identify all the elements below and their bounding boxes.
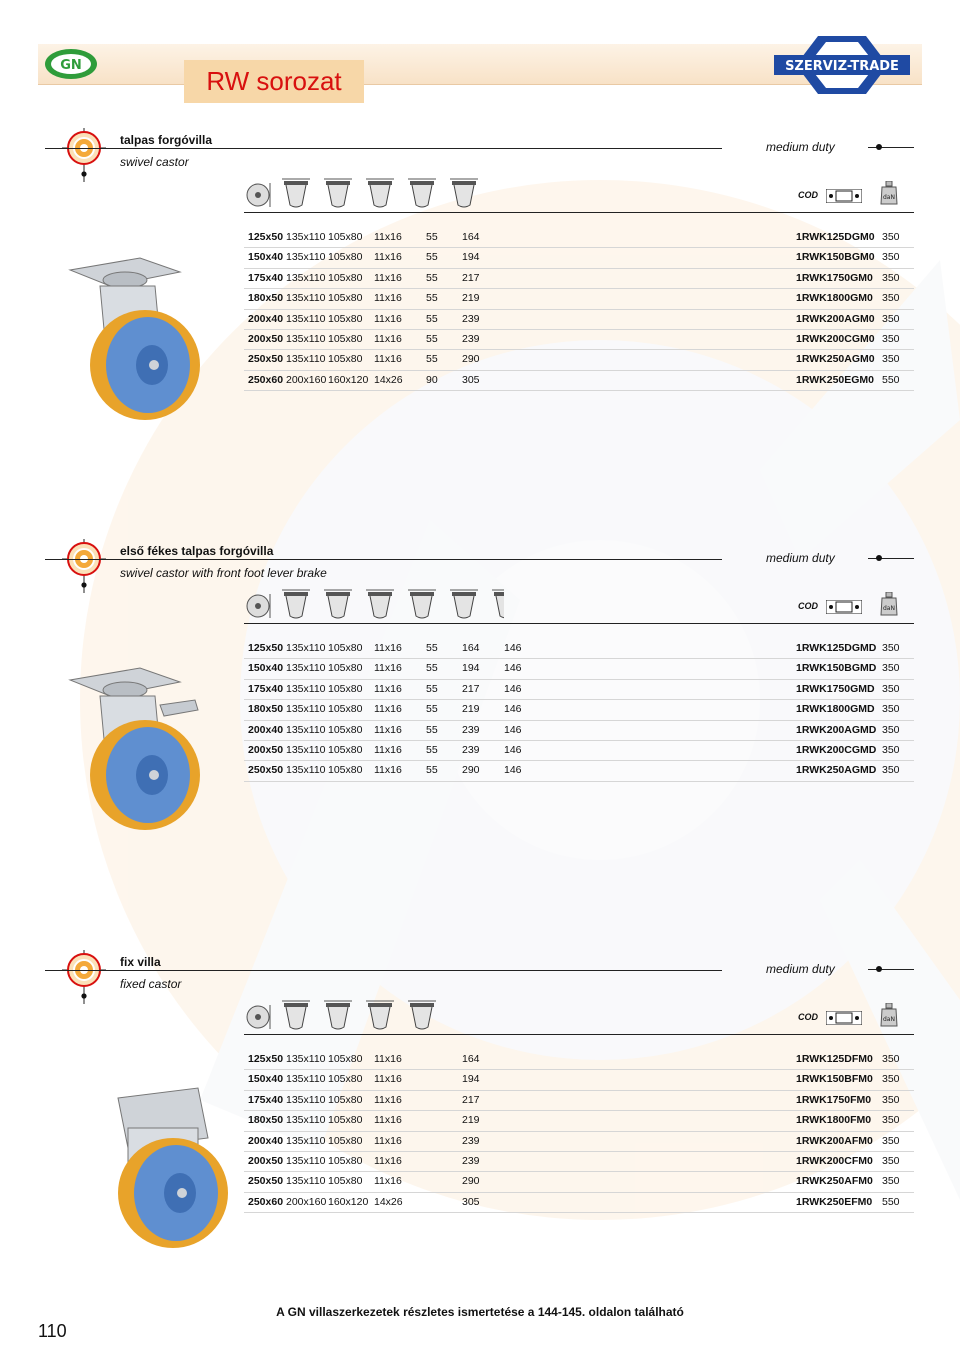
- table-cell: 146: [504, 764, 522, 777]
- table-cell: 135x110: [286, 764, 326, 777]
- table-row: [244, 1070, 914, 1090]
- cod-label: COD: [798, 190, 818, 200]
- table-cell: 135x110: [286, 1114, 326, 1127]
- page-number: 110: [38, 1321, 67, 1341]
- brand-name: SZERVIZ-TRADE: [785, 59, 899, 74]
- table-cell: 135x110: [286, 231, 326, 243]
- table-cell: 217: [462, 682, 480, 695]
- dimension-icons: [244, 999, 504, 1035]
- svg-text:daN: daN: [883, 1016, 895, 1023]
- table-cell: 1RWK250AFM0: [796, 1175, 873, 1188]
- table-cell: 200x160: [286, 373, 327, 386]
- table-cell: 239: [462, 743, 480, 756]
- table-cell: 1RWK200CFM0: [796, 1154, 873, 1167]
- table-cell: 239: [462, 723, 480, 736]
- table-cell: 175x40: [248, 682, 284, 695]
- table-cell: 239: [462, 332, 480, 345]
- table-row: [244, 1152, 914, 1172]
- table-cell: 160x120: [328, 373, 369, 386]
- table-cell: 55: [426, 231, 438, 243]
- table-row: [244, 248, 914, 268]
- table-cell: 1RWK200CGMD: [796, 743, 877, 756]
- table-cell: 1RWK150BGM0: [796, 251, 875, 264]
- dimension-icons: [244, 177, 504, 213]
- table-row: [244, 659, 914, 679]
- duty-rule: [868, 147, 914, 148]
- table-cell: 125x50: [248, 1053, 284, 1065]
- table-cell: 1RWK1800GMD: [796, 703, 875, 716]
- table-row: [244, 761, 914, 781]
- table-row: [244, 1132, 914, 1152]
- table-cell: 11x16: [374, 332, 402, 345]
- svg-text:GN: GN: [60, 58, 82, 73]
- table-cell: 55: [426, 682, 438, 695]
- icons-rule: [244, 212, 914, 213]
- table-cell: 11x16: [374, 1093, 402, 1106]
- table-cell: 150x40: [248, 662, 284, 675]
- table-cell: 105x80: [328, 1175, 363, 1188]
- table-row: [244, 721, 914, 741]
- table-cell: 305: [462, 373, 480, 386]
- table-cell: 135x110: [286, 743, 326, 756]
- table-cell: 350: [882, 292, 900, 305]
- table-cell: 217: [462, 1093, 480, 1106]
- table-row: [244, 350, 914, 370]
- spec-table: [244, 1050, 914, 1213]
- table-cell: 90: [426, 373, 438, 386]
- table-cell: 1RWK150BGMD: [796, 662, 877, 675]
- weight-icon: [880, 592, 898, 616]
- table-cell: 146: [504, 662, 522, 675]
- table-cell: 1RWK125DGMD: [796, 642, 877, 654]
- table-cell: 350: [882, 271, 900, 284]
- table-cell: 55: [426, 251, 438, 264]
- table-cell: 135x110: [286, 353, 326, 366]
- table-cell: 200x40: [248, 1134, 284, 1147]
- table-cell: 55: [426, 353, 438, 366]
- table-cell: 14x26: [374, 373, 403, 386]
- table-cell: 135x110: [286, 1134, 326, 1147]
- table-cell: 219: [462, 292, 480, 305]
- table-cell: 135x110: [286, 1073, 326, 1086]
- duty-dot: [876, 555, 882, 561]
- table-cell: 11x16: [374, 1073, 402, 1086]
- table-cell: 1RWK1800FM0: [796, 1114, 872, 1127]
- table-cell: 11x16: [374, 642, 402, 654]
- weight-icon: [880, 1003, 898, 1027]
- table-cell: 105x80: [328, 231, 363, 243]
- table-row: [244, 371, 914, 391]
- table-cell: 105x80: [328, 764, 363, 777]
- table-cell: 350: [882, 743, 900, 756]
- table-cell: 1RWK125DGM0: [796, 231, 875, 243]
- table-row: [244, 680, 914, 700]
- table-cell: 105x80: [328, 353, 363, 366]
- section-subtitle: swivel castor with front foot lever brake: [120, 566, 327, 580]
- table-cell: 11x16: [374, 353, 402, 366]
- table-cell: 164: [462, 1053, 480, 1065]
- table-cell: 105x80: [328, 743, 363, 756]
- table-cell: 1RWK150BFM0: [796, 1073, 873, 1086]
- cod-label: COD: [798, 601, 818, 611]
- table-cell: 105x80: [328, 1053, 363, 1065]
- table-cell: 11x16: [374, 271, 402, 284]
- table-cell: 55: [426, 332, 438, 345]
- table-cell: 150x40: [248, 1073, 284, 1086]
- duty-rule: [868, 558, 914, 559]
- table-row: [244, 289, 914, 309]
- table-cell: 1RWK125DFM0: [796, 1053, 873, 1065]
- table-cell: 135x110: [286, 642, 326, 654]
- cod-label: COD: [798, 1012, 818, 1022]
- section-title: első fékes talpas forgóvilla: [120, 544, 274, 558]
- table-cell: 11x16: [374, 743, 402, 756]
- table-cell: 11x16: [374, 662, 402, 675]
- szerviz-trade-logo-icon: [768, 34, 914, 96]
- table-cell: 350: [882, 1073, 900, 1086]
- table-cell: 239: [462, 1134, 480, 1147]
- table-cell: 250x60: [248, 373, 284, 386]
- table-cell: 1RWK200AGM0: [796, 312, 875, 325]
- table-cell: 200x50: [248, 743, 284, 756]
- table-row: [244, 1091, 914, 1111]
- table-cell: 305: [462, 1195, 480, 1208]
- table-cell: 350: [882, 703, 900, 716]
- table-cell: 135x110: [286, 251, 326, 264]
- table-row: [244, 330, 914, 350]
- table-cell: 250x50: [248, 764, 284, 777]
- table-cell: 1RWK200AFM0: [796, 1134, 873, 1147]
- table-cell: 55: [426, 764, 438, 777]
- section-rule: [45, 559, 722, 560]
- table-cell: 105x80: [328, 292, 363, 305]
- duty-label: medium duty: [766, 551, 835, 565]
- table-cell: 105x80: [328, 1114, 363, 1127]
- table-cell: 350: [882, 1175, 900, 1188]
- dimension-icons: [244, 588, 504, 624]
- table-cell: 290: [462, 1175, 480, 1188]
- table-cell: 105x80: [328, 271, 363, 284]
- table-cell: 350: [882, 231, 900, 243]
- table-cell: 164: [462, 231, 480, 243]
- table-cell: 55: [426, 642, 438, 654]
- table-cell: 180x50: [248, 292, 284, 305]
- table-cell: 239: [462, 312, 480, 325]
- table-cell: 105x80: [328, 1154, 363, 1167]
- table-cell: 175x40: [248, 1093, 284, 1106]
- table-cell: 125x50: [248, 642, 284, 654]
- spec-table: [244, 639, 914, 782]
- table-cell: 194: [462, 251, 480, 264]
- table-cell: 135x110: [286, 271, 326, 284]
- svg-text:daN: daN: [883, 194, 895, 201]
- table-row: [244, 1050, 914, 1070]
- table-cell: 11x16: [374, 1175, 402, 1188]
- castor-product-image: [60, 660, 230, 835]
- table-cell: 350: [882, 682, 900, 695]
- target-icon: [62, 539, 106, 593]
- table-cell: 105x80: [328, 1134, 363, 1147]
- table-cell: 164: [462, 642, 480, 654]
- page-title: RW sorozat: [184, 60, 364, 103]
- table-cell: 194: [462, 662, 480, 675]
- section-title: talpas forgóvilla: [120, 133, 213, 147]
- table-cell: 160x120: [328, 1195, 369, 1208]
- table-cell: 55: [426, 292, 438, 305]
- table-cell: 1RWK1800GM0: [796, 292, 873, 305]
- table-cell: 350: [882, 332, 900, 345]
- table-cell: 250x60: [248, 1195, 284, 1208]
- table-cell: 11x16: [374, 1154, 402, 1167]
- table-row: [244, 310, 914, 330]
- table-cell: 219: [462, 1114, 480, 1127]
- table-row: [244, 1111, 914, 1131]
- table-cell: 1RWK200AGMD: [796, 723, 877, 736]
- table-cell: 1RWK250EFM0: [796, 1195, 873, 1208]
- table-cell: 200x50: [248, 1154, 284, 1167]
- table-cell: 1RWK200CGM0: [796, 332, 875, 345]
- table-cell: 1RWK1750GMD: [796, 682, 875, 695]
- table-cell: 105x80: [328, 682, 363, 695]
- table-cell: 350: [882, 642, 900, 654]
- table-cell: 350: [882, 662, 900, 675]
- table-cell: 11x16: [374, 312, 402, 325]
- table-cell: 1RWK250EGM0: [796, 373, 875, 386]
- section-subtitle: fixed castor: [120, 977, 182, 991]
- table-cell: 135x110: [286, 292, 326, 305]
- table-cell: 135x110: [286, 723, 326, 736]
- table-cell: 105x80: [328, 662, 363, 675]
- table-cell: 146: [504, 723, 522, 736]
- table-cell: 105x80: [328, 1073, 363, 1086]
- table-cell: 55: [426, 743, 438, 756]
- duty-dot: [876, 966, 882, 972]
- table-cell: 180x50: [248, 703, 284, 716]
- table-cell: 135x110: [286, 1053, 326, 1065]
- table-cell: 1RWK250AGMD: [796, 764, 877, 777]
- spec-table: [244, 228, 914, 391]
- table-cell: 350: [882, 251, 900, 264]
- table-cell: 135x110: [286, 1093, 326, 1106]
- table-cell: 239: [462, 1154, 480, 1167]
- table-cell: 55: [426, 662, 438, 675]
- table-cell: 180x50: [248, 1114, 284, 1127]
- section-title: fix villa: [120, 955, 161, 969]
- code-box-icon: [826, 1011, 862, 1025]
- section-rule: [45, 970, 722, 971]
- table-cell: 1RWK1750FM0: [796, 1093, 872, 1106]
- table-cell: 350: [882, 1093, 900, 1106]
- castor-product-image: [60, 250, 230, 425]
- table-cell: 11x16: [374, 292, 402, 305]
- table-cell: 55: [426, 312, 438, 325]
- table-cell: 146: [504, 682, 522, 695]
- table-cell: 105x80: [328, 1093, 363, 1106]
- table-cell: 135x110: [286, 682, 326, 695]
- target-icon: [62, 128, 106, 182]
- table-cell: 11x16: [374, 703, 402, 716]
- table-cell: 135x110: [286, 703, 326, 716]
- table-cell: 350: [882, 353, 900, 366]
- duty-rule: [868, 969, 914, 970]
- target-icon: [62, 950, 106, 1004]
- table-cell: 350: [882, 1053, 900, 1065]
- table-row: [244, 639, 914, 659]
- table-cell: 350: [882, 723, 900, 736]
- table-cell: 1RWK250AGM0: [796, 353, 875, 366]
- table-row: [244, 228, 914, 248]
- table-cell: 11x16: [374, 764, 402, 777]
- table-cell: 200x40: [248, 723, 284, 736]
- castor-product-image: [88, 1078, 258, 1253]
- table-cell: 200x50: [248, 332, 284, 345]
- table-cell: 11x16: [374, 682, 402, 695]
- footer-note: A GN villaszerkezetek részletes ismertetése a 144-145. oldalon található: [276, 1305, 684, 1319]
- table-cell: 11x16: [374, 1114, 402, 1127]
- table-cell: 350: [882, 1134, 900, 1147]
- table-cell: 135x110: [286, 662, 326, 675]
- table-cell: 200x40: [248, 312, 284, 325]
- table-cell: 11x16: [374, 1134, 402, 1147]
- table-row: [244, 1172, 914, 1192]
- table-cell: 105x80: [328, 703, 363, 716]
- svg-text:daN: daN: [883, 605, 895, 612]
- section-rule: [45, 148, 722, 149]
- table-cell: 135x110: [286, 312, 326, 325]
- table-cell: 135x110: [286, 1154, 326, 1167]
- table-cell: 550: [882, 1195, 900, 1208]
- duty-label: medium duty: [766, 962, 835, 976]
- gn-logo-icon: [44, 48, 98, 80]
- table-cell: 55: [426, 703, 438, 716]
- table-cell: 219: [462, 703, 480, 716]
- table-row: [244, 1193, 914, 1213]
- table-cell: 11x16: [374, 251, 402, 264]
- table-cell: 105x80: [328, 332, 363, 345]
- table-cell: 105x80: [328, 642, 363, 654]
- table-cell: 146: [504, 703, 522, 716]
- code-box-icon: [826, 189, 862, 203]
- table-cell: 250x50: [248, 353, 284, 366]
- table-cell: 200x160: [286, 1195, 327, 1208]
- table-cell: 135x110: [286, 1175, 326, 1188]
- code-box-icon: [826, 600, 862, 614]
- duty-dot: [876, 144, 882, 150]
- table-cell: 175x40: [248, 271, 284, 284]
- duty-label: medium duty: [766, 140, 835, 154]
- table-cell: 11x16: [374, 231, 402, 243]
- section-subtitle: swivel castor: [120, 155, 189, 169]
- table-cell: 217: [462, 271, 480, 284]
- table-cell: 350: [882, 764, 900, 777]
- table-cell: 290: [462, 764, 480, 777]
- table-cell: 125x50: [248, 231, 284, 243]
- icons-rule: [244, 1034, 914, 1035]
- table-row: [244, 700, 914, 720]
- table-cell: 250x50: [248, 1175, 284, 1188]
- table-cell: 350: [882, 1154, 900, 1167]
- table-row: [244, 269, 914, 289]
- table-cell: 350: [882, 312, 900, 325]
- table-cell: 105x80: [328, 251, 363, 264]
- table-row: [244, 741, 914, 761]
- table-cell: 146: [504, 743, 522, 756]
- table-cell: 550: [882, 373, 900, 386]
- table-cell: 105x80: [328, 723, 363, 736]
- table-cell: 194: [462, 1073, 480, 1086]
- table-cell: 1RWK1750GM0: [796, 271, 873, 284]
- table-cell: 11x16: [374, 723, 402, 736]
- weight-icon: [880, 181, 898, 205]
- table-cell: 350: [882, 1114, 900, 1127]
- icons-rule: [244, 623, 914, 624]
- table-cell: 55: [426, 723, 438, 736]
- table-cell: 55: [426, 271, 438, 284]
- table-cell: 105x80: [328, 312, 363, 325]
- table-cell: 290: [462, 353, 480, 366]
- table-cell: 14x26: [374, 1195, 403, 1208]
- table-cell: 146: [504, 642, 522, 654]
- table-cell: 11x16: [374, 1053, 402, 1065]
- table-cell: 150x40: [248, 251, 284, 264]
- table-cell: 135x110: [286, 332, 326, 345]
